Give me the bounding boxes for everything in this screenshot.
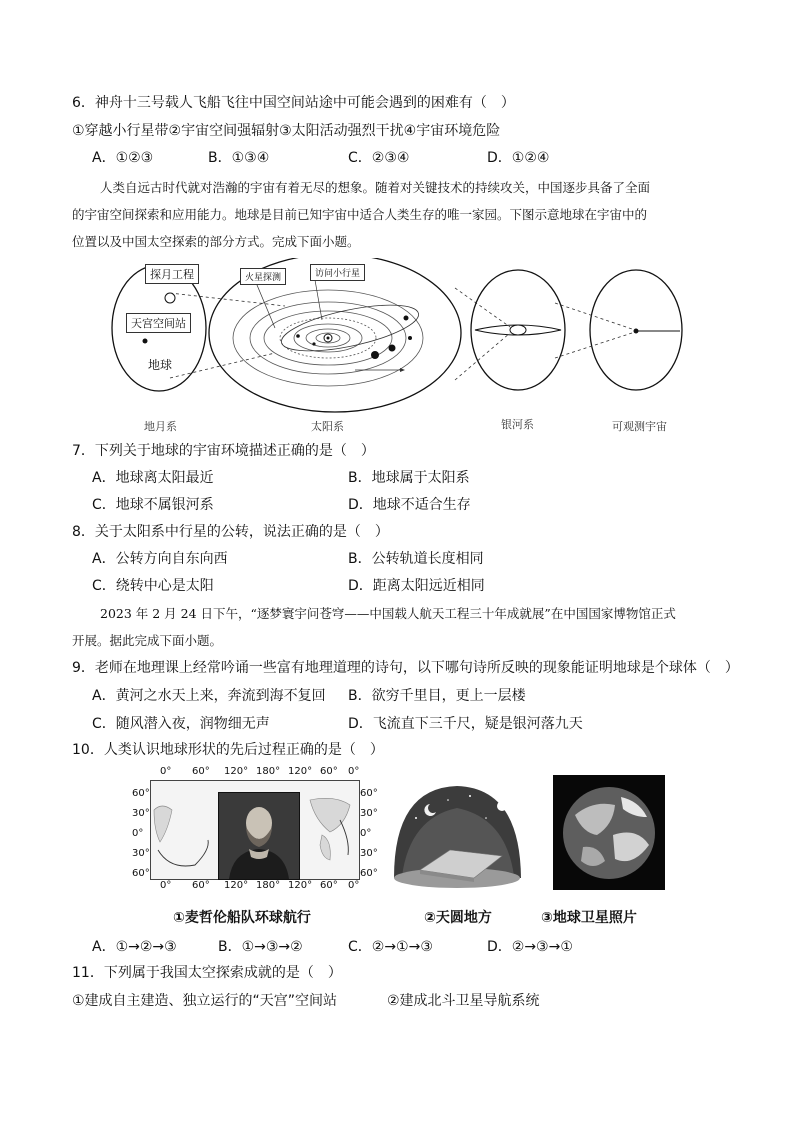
q6-option-d: D．①②④ <box>487 150 550 166</box>
passage2-line2: 开展。据此完成下面小题。 <box>72 633 223 648</box>
asteroid-visit-label: 访问小行星 <box>310 264 365 281</box>
q8-option-d: D．距离太阳远近相同 <box>348 578 485 594</box>
q6-option-a: A．①②③ <box>92 150 154 166</box>
picture1-caption: ①麦哲伦船队环球航行 <box>173 910 311 926</box>
map-top-label: 120° <box>224 766 249 777</box>
map-bottom-label: 0° <box>160 880 172 891</box>
q10-stem: 10．人类认识地球形状的先后过程正确的是（ ） <box>72 742 384 758</box>
q7-option-c: C．地球不属银河系 <box>92 497 214 513</box>
lunar-program-label: 探月工程 <box>145 264 199 284</box>
passage1-line2: 的宇宙空间探索和应用能力。地球是目前已知宇宙中适合人类生存的唯一家园。下图示意地球在宇宙中的 <box>72 207 648 222</box>
q7-option-b: B．地球属于太阳系 <box>348 470 470 486</box>
q9-option-d: D．飞流直下三千尺，疑是银河落九天 <box>348 716 583 732</box>
universe-figure <box>100 258 700 438</box>
q7-stem: 7．下列关于地球的宇宙环境描述正确的是（ ） <box>72 443 375 459</box>
magellan-portrait <box>218 792 300 880</box>
q11-stem: 11．下列属于我国太空探索成就的是（ ） <box>72 965 342 981</box>
q8-option-b: B．公转轨道长度相同 <box>348 551 484 567</box>
q9-stem: 9．老师在地理课上经常吟诵一些富有地理道理的诗句，以下哪句诗所反映的现象能证明地球是个球体（ ） <box>72 660 739 676</box>
caption-galaxy: 银河系 <box>501 418 534 431</box>
map-top-label: 180° <box>256 766 281 777</box>
magellan-map <box>132 766 382 894</box>
q6-items: ①穿越小行星带②宇宙空间强辐射③太阳活动强烈干扰④宇宙环境危险 <box>72 123 501 139</box>
map-bottom-label: 60° <box>320 880 338 891</box>
q9-option-b: B．欲穷千里目，更上一层楼 <box>348 688 526 704</box>
map-top-label: 120° <box>288 766 313 777</box>
passage1-line3: 位置以及中国太空探索的部分方式。完成下面小题。 <box>72 234 360 249</box>
map-bottom-label: 60° <box>192 880 210 891</box>
tiangong-label: 天宫空间站 <box>126 313 191 333</box>
sky-dome-illustration <box>390 778 525 890</box>
map-bottom-label: 120° <box>224 880 249 891</box>
map-lat-label: 30° <box>360 848 378 859</box>
q7-option-a: A．地球离太阳最近 <box>92 470 214 486</box>
earth-label: 地球 <box>148 358 173 372</box>
q7-option-d: D．地球不适合生存 <box>348 497 471 513</box>
map-bottom-labels <box>152 880 362 894</box>
map-top-labels <box>152 766 362 780</box>
map-top-label: 60° <box>192 766 210 777</box>
q11-item-1: ①建成自主建造、独立运行的“天宫”空间站 <box>72 993 338 1009</box>
passage2-line1: 2023 年 2 月 24 日下午，“逐梦寰宇问苍穹——中国载人航天工程三十年成就展”在中国国家博物馆正式 <box>100 606 676 621</box>
map-lat-label: 60° <box>132 788 150 799</box>
map-bottom-label: 180° <box>256 880 281 891</box>
universe-diagram <box>100 258 700 438</box>
map-lat-label: 0° <box>132 828 144 839</box>
q9-option-a: A．黄河之水天上来，奔流到海不复回 <box>92 688 326 704</box>
q10-option-d: D．②→③→① <box>487 939 573 955</box>
q10-option-b: B．①→③→② <box>218 939 303 955</box>
map-right-labels <box>360 780 382 880</box>
q8-option-a: A．公转方向自东向西 <box>92 551 228 567</box>
q10-option-c: C．②→①→③ <box>348 939 433 955</box>
map-lat-label: 60° <box>360 868 378 879</box>
caption-solar-system: 太阳系 <box>311 420 344 433</box>
caption-earth-moon-system: 地月系 <box>144 420 177 433</box>
portrait-figure <box>219 793 299 879</box>
picture2-caption: ②天圆地方 <box>424 910 492 926</box>
map-lat-label: 30° <box>132 808 150 819</box>
picture3-caption: ③地球卫星照片 <box>541 910 637 926</box>
map-top-label: 60° <box>320 766 338 777</box>
q10-option-a: A．①→②→③ <box>92 939 177 955</box>
mars-probe-label: 火星探测 <box>240 268 286 285</box>
map-top-label: 0° <box>160 766 172 777</box>
passage1-line1: 人类自远古时代就对浩瀚的宇宙有着无尽的想象。随着对关键技术的持续攻关，中国逐步具备了全面 <box>100 180 651 195</box>
caption-observable-universe: 可观测宇宙 <box>612 420 667 433</box>
map-lat-label: 60° <box>132 868 150 879</box>
q6-option-c: C．②③④ <box>348 150 410 166</box>
q11-item-2: ②建成北斗卫星导航系统 <box>387 993 540 1009</box>
map-left-labels <box>132 780 150 880</box>
earth-satellite-photo <box>553 775 665 890</box>
q6-stem: 6．神舟十三号载人飞船飞往中国空间站途中可能会遇到的困难有（ ） <box>72 95 515 111</box>
map-lat-label: 60° <box>360 788 378 799</box>
map-lat-label: 30° <box>360 808 378 819</box>
map-top-label: 0° <box>348 766 360 777</box>
map-lat-label: 30° <box>132 848 150 859</box>
q8-stem: 8．关于太阳系中行星的公转，说法正确的是（ ） <box>72 524 389 540</box>
map-bottom-label: 0° <box>348 880 360 891</box>
q6-option-b: B．①③④ <box>208 150 270 166</box>
dome-figure <box>390 778 525 890</box>
q8-option-c: C．绕转中心是太阳 <box>92 578 214 594</box>
earth-globe <box>553 775 665 890</box>
q9-option-c: C．随风潜入夜，润物细无声 <box>92 716 270 732</box>
map-lat-label: 0° <box>360 828 372 839</box>
map-bottom-label: 120° <box>288 880 313 891</box>
